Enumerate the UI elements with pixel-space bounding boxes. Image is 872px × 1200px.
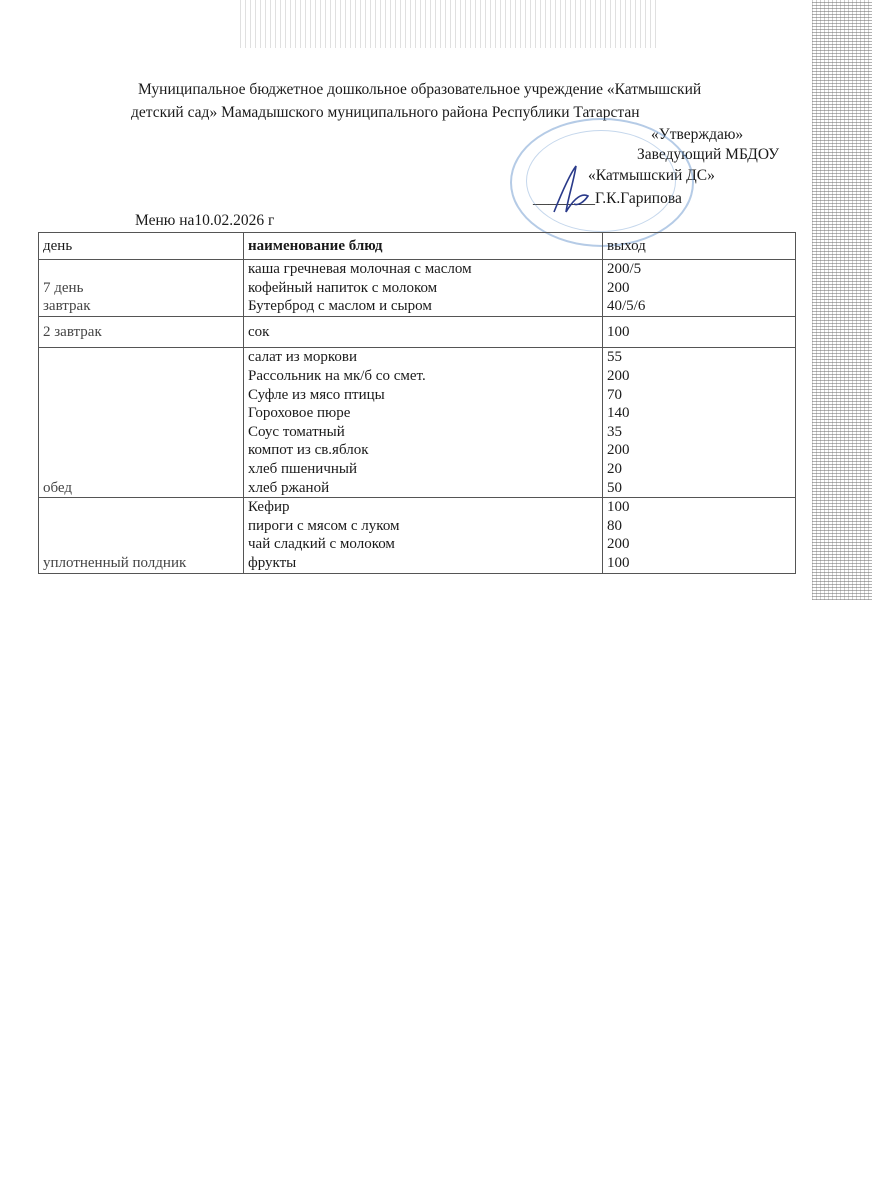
header-dish: наименование блюд xyxy=(244,233,603,260)
dish-name: Гороховое пюре xyxy=(248,405,351,422)
table-row xyxy=(39,260,796,317)
dish-yield: 200 xyxy=(607,279,630,296)
org-line-1: Муниципальное бюджетное дошкольное образовательное учреждение «Катмышский xyxy=(138,81,702,98)
dish-yield: 100 xyxy=(607,499,630,516)
org-line-2: детский сад» Мамадышского муниципального района Республики Татарстан xyxy=(131,104,640,121)
dish-name: чай сладкий с молоком xyxy=(248,536,395,553)
dish-name: Рассольник на мк/б со смет. xyxy=(248,367,426,384)
signature-line: ________Г.К.Гарипова xyxy=(533,190,682,207)
dish-name: пироги с мясом с луком xyxy=(248,517,400,534)
meal-label: уплотненный полдник xyxy=(43,554,187,571)
table-row xyxy=(39,348,796,498)
dish-yield: 200/5 xyxy=(607,261,642,277)
meal-label: завтрак xyxy=(43,298,91,315)
kindergarten-name: «Катмышский ДС» xyxy=(588,167,715,184)
dish-name: хлеб пшеничный xyxy=(248,460,357,477)
dish-cell xyxy=(244,260,603,317)
dish-yield: 70 xyxy=(607,386,622,403)
dish-cell xyxy=(244,348,603,498)
yield-cell xyxy=(603,260,796,317)
dish-name: компот из св.яблок xyxy=(248,442,369,459)
meal-label: 7 день xyxy=(43,279,84,296)
dish-yield: 50 xyxy=(607,479,622,496)
dish-name: Суфле из мясо птицы xyxy=(248,386,385,403)
meal-cell xyxy=(39,498,244,573)
yield-cell xyxy=(603,316,796,348)
dish-name: кофейный напиток с молоком xyxy=(248,279,438,296)
scan-noise-edge xyxy=(812,0,872,600)
dish-yield: 100 xyxy=(607,554,630,571)
approve-label: «Утверждаю» xyxy=(651,126,744,143)
head-position: Заведующий МБДОУ xyxy=(637,146,780,163)
signature-mark xyxy=(548,162,598,218)
dish-yield: 55 xyxy=(607,349,622,366)
table-row xyxy=(39,498,796,573)
meal-cell xyxy=(39,348,244,498)
header-day: день xyxy=(39,233,244,260)
menu-table xyxy=(38,232,796,574)
table-header-row xyxy=(39,233,796,260)
dish-name: сок xyxy=(248,323,270,340)
dish-yield: 35 xyxy=(607,423,622,440)
dish-yield: 40/5/6 xyxy=(607,298,646,315)
dish-yield: 200 xyxy=(607,367,630,384)
meal-cell xyxy=(39,316,244,348)
header-yield: выход xyxy=(603,233,796,260)
dish-yield: 80 xyxy=(607,517,622,534)
menu-body xyxy=(39,260,796,574)
dish-yield: 100 xyxy=(607,323,630,340)
dish-name: Бутерброд с маслом и сыром xyxy=(248,298,432,315)
dish-name: фрукты xyxy=(248,554,297,571)
dish-yield: 200 xyxy=(607,536,630,553)
table-row xyxy=(39,316,796,348)
dish-cell xyxy=(244,316,603,348)
dish-yield: 140 xyxy=(607,405,630,422)
meal-label: обед xyxy=(43,479,73,496)
dish-name: хлеб ржаной xyxy=(248,479,330,496)
meal-label: 2 завтрак xyxy=(43,323,102,340)
yield-cell xyxy=(603,348,796,498)
dish-yield: 20 xyxy=(607,460,622,477)
dish-name: каша гречневая молочная с маслом xyxy=(248,261,472,277)
scan-noise-top xyxy=(240,0,660,48)
meal-cell xyxy=(39,260,244,317)
dish-name: Кефир xyxy=(248,499,290,516)
dish-name: Соус томатный xyxy=(248,423,345,440)
yield-cell xyxy=(603,498,796,573)
menu-date: Меню на10.02.2026 г xyxy=(135,212,275,229)
dish-name: салат из моркови xyxy=(248,349,358,366)
dish-yield: 200 xyxy=(607,442,630,459)
dish-cell xyxy=(244,498,603,573)
